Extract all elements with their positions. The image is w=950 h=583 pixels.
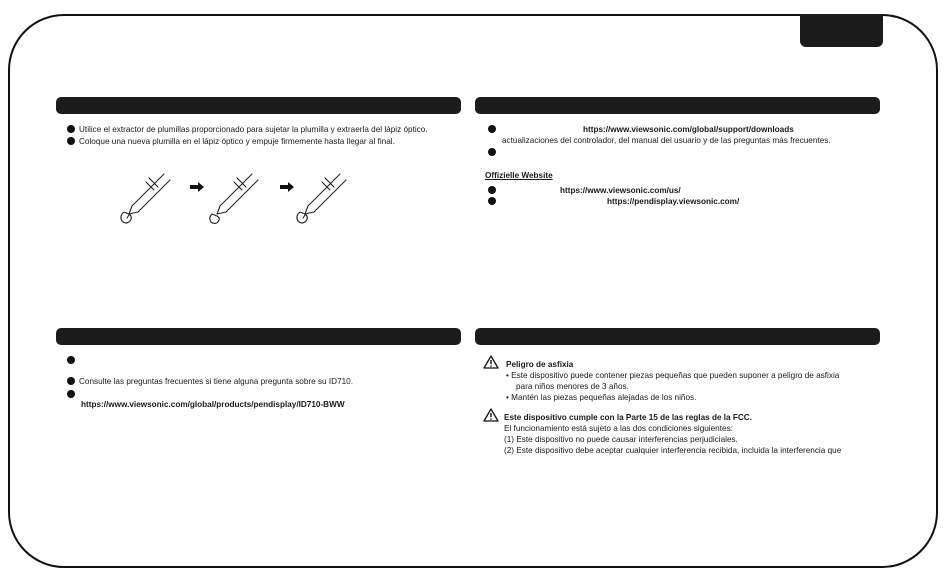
support-item-2: [488, 147, 500, 158]
warning-icon: [483, 408, 499, 422]
page-tab: [800, 14, 883, 47]
section-bar-nib-replacement: [56, 97, 461, 114]
bullet-icon: [488, 186, 496, 194]
choking-title: Peligro de asfixia: [506, 360, 574, 369]
section-bar-faq: [56, 328, 461, 345]
bullet-icon: [67, 390, 75, 398]
bullet-icon: [67, 377, 75, 385]
warning-icon: [483, 355, 499, 369]
arrow-right-icon: [280, 182, 294, 192]
url-us-link[interactable]: https://www.viewsonic.com/us/: [560, 186, 681, 195]
section-bar-support: [475, 97, 880, 114]
bullet-icon: [67, 356, 75, 364]
bullet-dot-icon: •: [506, 393, 512, 402]
stylus-icon: [297, 174, 346, 223]
website-item-us: [488, 185, 681, 196]
stylus-icon: [121, 174, 170, 223]
faq-item-1: [67, 355, 79, 366]
bullet-icon: [488, 197, 496, 205]
faq-item-3: [67, 389, 79, 400]
fcc-line-1: El funcionamiento está sujeto a las dos condiciones siguientes:: [504, 424, 733, 433]
choking-item-1-continued: para niños menores de 3 años.: [516, 382, 629, 391]
choking-item-2: • Mantén las piezas pequeñas alejadas de los niños.: [506, 393, 697, 402]
support-item-1: [488, 124, 794, 135]
step-2: Coloque una nueva plumilla en el lápiz óptico y empuje firmemente hasta llegar al final.: [67, 136, 395, 147]
download-url-link[interactable]: https://www.viewsonic.com/global/support/downloads: [583, 125, 794, 134]
url-pendisplay-link[interactable]: https://pendisplay.viewsonic.com/: [607, 197, 740, 206]
arrow-right-icon: [190, 182, 204, 192]
fcc-line-2: (1) Este dispositivo no puede causar interferencias perjudiciales.: [504, 435, 738, 444]
product-url-link[interactable]: https://www.viewsonic.com/global/products/pendisplay/ID710-BWW: [81, 400, 345, 409]
download-description: actualizaciones del controlador, del manual del usuario y de las preguntas más frecuentes.: [502, 136, 831, 145]
section-bar-safety: [475, 328, 880, 345]
choking-item-1: • Este dispositivo puede contener piezas pequeñas que pueden suponer a peligro de asfixia: [506, 371, 840, 380]
step-1: Utilice el extractor de plumillas proporcionado para sujetar la plumilla y extraerla del lápiz óptico.: [67, 124, 428, 135]
stylus-icon: [210, 174, 258, 224]
fcc-line-3: (2) Este dispositivo debe aceptar cualquier interferencia recibida, incluida la interferencia que: [504, 446, 842, 455]
nib-replacement-illustration: [110, 168, 360, 232]
website-item-pendisplay: [488, 196, 740, 207]
fcc-title: Este dispositivo cumple con la Parte 15 de las reglas de la FCC.: [504, 413, 752, 422]
bullet-icon: [488, 125, 496, 133]
bullet-dot-icon: •: [506, 371, 512, 380]
bullet-icon: [67, 125, 75, 133]
faq-item-2: Consulte las preguntas frecuentes si tiene alguna pregunta sobre su ID710.: [67, 376, 353, 387]
bullet-icon: [67, 137, 75, 145]
bullet-icon: [488, 148, 496, 156]
website-heading: Offizielle Website: [485, 171, 553, 180]
